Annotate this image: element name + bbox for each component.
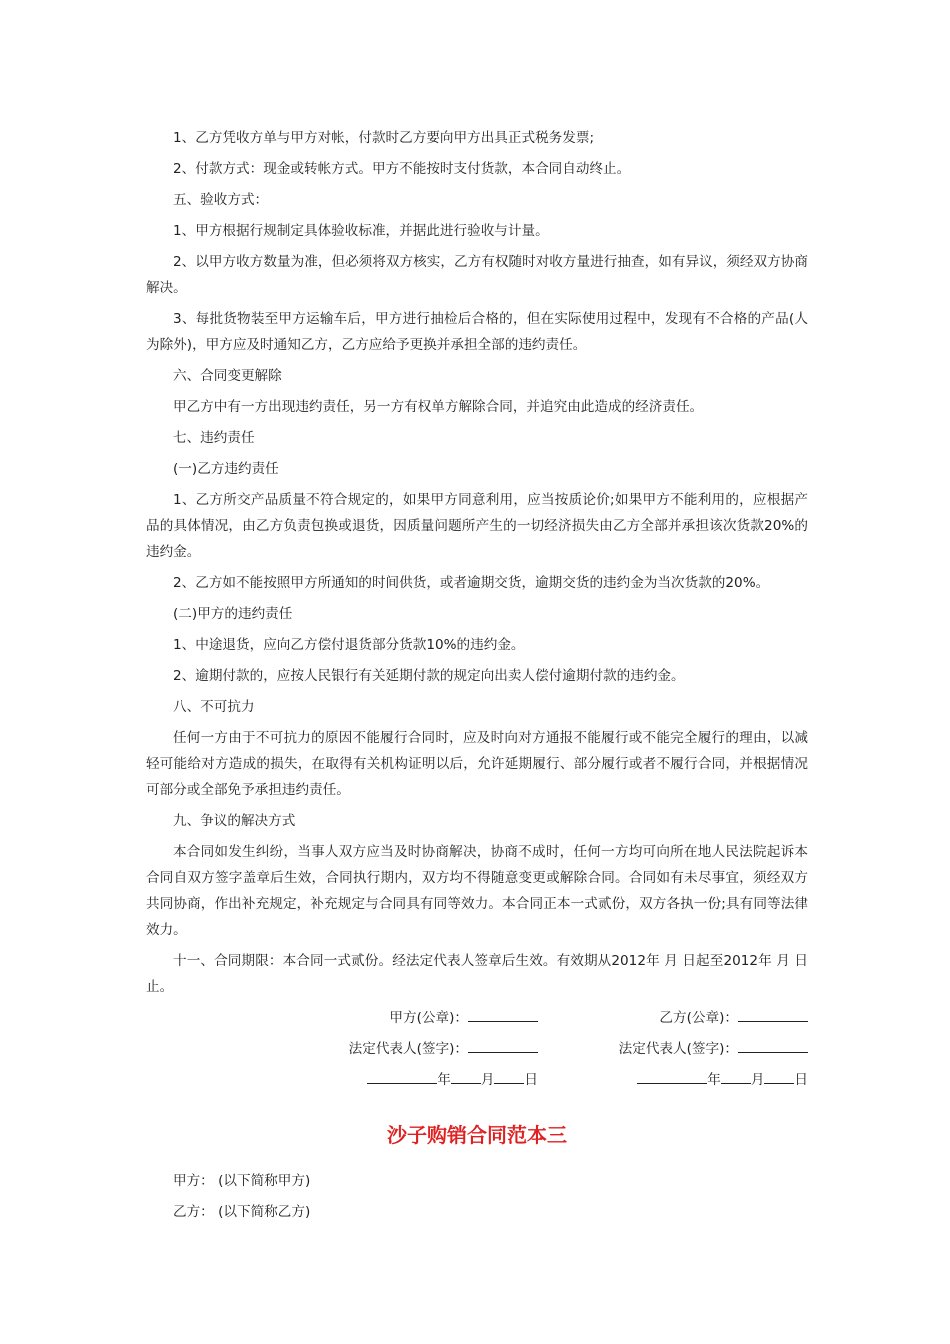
paragraph: 2、付款方式：现金或转帐方式。甲方不能按时支付货款，本合同自动终止。 xyxy=(173,161,631,177)
paragraph: 1、中途退货，应向乙方偿付退货部分货款10%的违约金。 xyxy=(173,637,525,653)
contract-body xyxy=(146,125,808,1230)
party-b-line: 乙方： (以下简称乙方) xyxy=(173,1204,311,1220)
section-heading: 六、合同变更解除 xyxy=(173,368,282,384)
blank-line xyxy=(468,1005,538,1022)
paragraph: 2、逾期付款的，应按人民银行有关延期付款的规定向出卖人偿付逾期付款的违约金。 xyxy=(173,668,685,684)
sub-heading: (二)甲方的违约责任 xyxy=(173,606,293,622)
section-heading: 五、验收方式： xyxy=(173,192,269,208)
signature-rep-row xyxy=(146,1036,808,1067)
party-a-line: 甲方： (以下简称甲方) xyxy=(173,1173,311,1189)
paragraph: 任何一方由于不可抗力的原因不能履行合同时，应及时向对方通报不能履行或不能完全履行的理由，以减轻可能给对方造成的损失，在取得有关机构证明以后，允许延期履行、部分履行或者不履行合同，并根据情况可部分或全部免予承担违约责任。 xyxy=(146,730,808,798)
party-a-representative: 法定代表人(签字)： xyxy=(349,1036,538,1062)
section-heading: 九、争议的解决方式 xyxy=(173,813,296,829)
paragraph: 1、乙方所交产品质量不符合规定的，如果甲方同意利用，应当按质论价;如果甲方不能利用的，应根据产品的具体情况，由乙方负责包换或退货，因质量问题所产生的一切经济损失由乙方全部并承担该次货款20%的违约金。 xyxy=(146,492,808,560)
section-heading: 七、违约责任 xyxy=(173,430,255,446)
sub-heading: (一)乙方违约责任 xyxy=(173,461,279,477)
next-contract-title: 沙子购销合同范本三 xyxy=(387,1123,567,1147)
party-b-representative: 法定代表人(签字)： xyxy=(619,1036,808,1062)
signature-seal-row xyxy=(146,1005,808,1036)
paragraph: 甲乙方中有一方出现违约责任，另一方有权单方解除合同，并追究由此造成的经济责任。 xyxy=(173,399,704,415)
paragraph: 3、每批货物装至甲方运输车后，甲方进行抽检后合格的，但在实际使用过程中，发现有不合格的产品(人为除外)，甲方应及时通知乙方，乙方应给予更换并承担全部的违约责任。 xyxy=(146,311,808,353)
paragraph: 1、甲方根据行规制定具体验收标准，并据此进行验收与计量。 xyxy=(173,223,549,239)
paragraph: 1、乙方凭收方单与甲方对帐，付款时乙方要向甲方出具正式税务发票; xyxy=(173,130,595,146)
paragraph: 本合同如发生纠纷，当事人双方应当及时协商解决，协商不成时，任何一方均可向所在地人民法院起诉本合同自双方签字盖章后生效，合同执行期内，双方均不得随意变更或解除合同。合同如有未尽事宜，须经双方共同协商，作出补充规定，补充规定与合同具有同等效力。本合同正本一式贰份，双方各执一份;具有同等法律效力。 xyxy=(146,844,808,938)
paragraph: 十一、合同期限：本合同一式贰份。经法定代表人签章后生效。有效期从2012年 月 日起至2012年 月 日止。 xyxy=(146,953,808,995)
signature-date-row xyxy=(146,1067,808,1098)
blank-line xyxy=(468,1036,538,1053)
paragraph: 2、以甲方收方数量为准，但必须将双方核实，乙方有权随时对收方量进行抽查，如有异议，须经双方协商解决。 xyxy=(146,254,808,296)
party-b-date: 年 月 日 xyxy=(637,1067,808,1093)
party-a-date: 年 月 日 xyxy=(367,1067,538,1093)
paragraph: 2、乙方如不能按照甲方所通知的时间供货，或者逾期交货，逾期交货的违约金为当次货款的20%。 xyxy=(173,575,770,591)
party-a-seal: 甲方(公章)： xyxy=(389,1005,538,1031)
section-heading: 八、不可抗力 xyxy=(173,699,255,715)
blank-line xyxy=(738,1036,808,1053)
blank-line xyxy=(738,1005,808,1022)
party-b-seal: 乙方(公章)： xyxy=(659,1005,808,1031)
